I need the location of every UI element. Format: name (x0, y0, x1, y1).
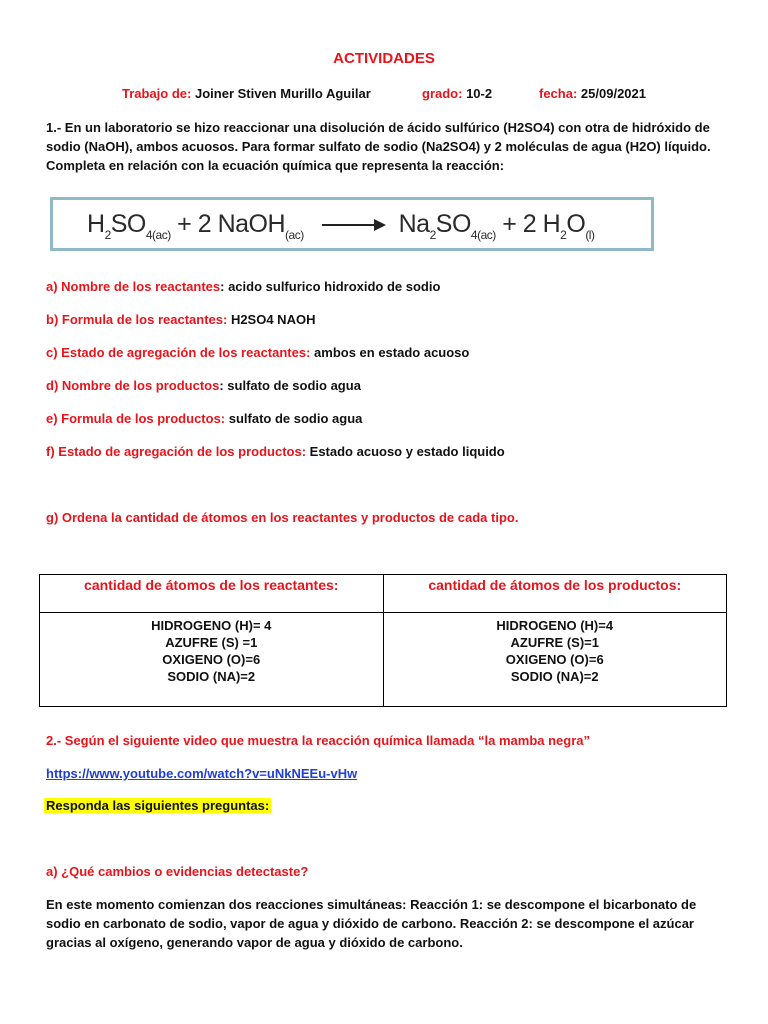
video-link[interactable]: https://www.youtube.com/watch?v=uNkNEEu-vHw (46, 766, 358, 781)
answer-a-value: acido sulfurico hidroxido de sodio (224, 279, 441, 294)
answer-f-label: f) Estado de agregación de los productos: (46, 444, 307, 459)
eq-so: SO (110, 210, 146, 238)
answer-c-value: ambos en estado acuoso (310, 345, 470, 360)
author-field (122, 86, 371, 101)
question-2a: a) ¿Qué cambios o evidencias detectaste? (46, 864, 309, 879)
grade-label: grado: (422, 86, 463, 101)
answer-e (46, 411, 362, 426)
author-label: Trabajo de: (122, 86, 192, 101)
question-g: g) Ordena la cantidad de átomos en los reactantes y productos de cada tipo. (46, 510, 519, 525)
eq-na-sub: 2 (429, 228, 436, 242)
header-reactantes: cantidad de átomos de los reactantes: (40, 575, 384, 613)
eq-h-sub: 2 (104, 228, 111, 242)
question-2a-answer: En este momento comienzan dos reacciones simultáneas: Reacción 1: se descompone el bicarbonato de sodio en carbonato de sodio, vapor de agua y dióxido de carbono. Reacción 2: se descompone el azúcar gracias al oxígeno, generando vapor de agua y dióxido de carbono. (46, 897, 697, 950)
answer-d-sep: : (219, 378, 224, 393)
atoms-table (39, 574, 727, 707)
answer-e-label: e) Formula de los productos: (46, 411, 226, 426)
reactantes-cell (40, 613, 384, 707)
table-header-row (40, 575, 727, 613)
productos-cell (383, 613, 727, 707)
productos-o: OXIGENO (O)=6 (505, 652, 604, 667)
eq-water-h: 2 H (522, 210, 561, 238)
answer-f (46, 444, 505, 459)
answer-d-label: d) Nombre de los productos (46, 378, 220, 393)
eq-water-o: O (566, 210, 586, 238)
eq-plus-2: + (502, 210, 517, 238)
eq-plus: + (177, 210, 192, 238)
date-label: fecha: (539, 86, 578, 101)
productos-h: HIDROGENO (H)=4 (496, 618, 614, 633)
answer-b (46, 312, 315, 327)
productos-s: AZUFRE (S)=1 (510, 635, 599, 650)
eq-h: H (87, 210, 105, 238)
answer-a-sep: : (220, 279, 225, 294)
answer-a (46, 279, 440, 294)
table-row (40, 613, 727, 707)
chemical-equation-image (50, 197, 654, 251)
author-value: Joiner Stiven Murillo Aguilar (194, 86, 371, 101)
answer-b-value: H2SO4 NAOH (227, 312, 316, 327)
eq-water-state: (l) (585, 228, 595, 242)
reactantes-h: HIDROGENO (H)= 4 (151, 618, 272, 633)
answer-d (46, 378, 361, 393)
eq-naoh: 2 NaOH (197, 210, 286, 238)
eq-so-sub: 4(ac) (145, 228, 171, 242)
eq-so-product-sub: 4(ac) (470, 228, 496, 242)
page-title: ACTIVIDADES (333, 50, 435, 67)
answer-b-label: b) Formula de los reactantes: (46, 312, 228, 327)
question-1-text: 1.- En un laboratorio se hizo reaccionar una disolución de ácido sulfúrico (H2SO4) con otra de hidróxido de sodio (NaOH), ambos acuosos. Para formar sulfato de sodio (Na2SO4) y 2 moléculas de agua (H2O) líquido. Completa en relación con la ecuación química que representa la reacción: (46, 120, 711, 173)
reactantes-s: AZUFRE (S) =1 (165, 635, 258, 650)
grade-field (422, 86, 492, 101)
answer-d-value: sulfato de sodio agua (223, 378, 361, 393)
productos-na: SODIO (NA)=2 (510, 669, 599, 684)
date-field (539, 86, 646, 101)
answer-e-value: sulfato de sodio agua (225, 411, 363, 426)
eq-water-sub: 2 (560, 228, 567, 242)
eq-na: Na (398, 210, 430, 238)
instructions-highlight: Responda las siguientes preguntas: (46, 798, 270, 813)
chemical-equation (87, 210, 594, 242)
question-2: 2.- Según el siguiente video que muestra la reacción química llamada “la mamba negra” (46, 733, 591, 748)
reactantes-na: SODIO (NA)=2 (167, 669, 256, 684)
eq-naoh-sub: (ac) (285, 228, 304, 242)
answer-a-label: a) Nombre de los reactantes (46, 279, 221, 294)
reactantes-o: OXIGENO (O)=6 (162, 652, 261, 667)
eq-so-product: SO (435, 210, 471, 238)
grade-value: 10-2 (466, 86, 493, 101)
answer-c-label: c) Estado de agregación de los reactantes: (46, 345, 311, 360)
reaction-arrow-icon (322, 224, 384, 226)
date-value: 25/09/2021 (580, 86, 646, 101)
header-productos: cantidad de átomos de los productos: (383, 575, 727, 613)
answer-f-value: Estado acuoso y estado liquido (306, 444, 505, 459)
answer-c (46, 345, 469, 360)
